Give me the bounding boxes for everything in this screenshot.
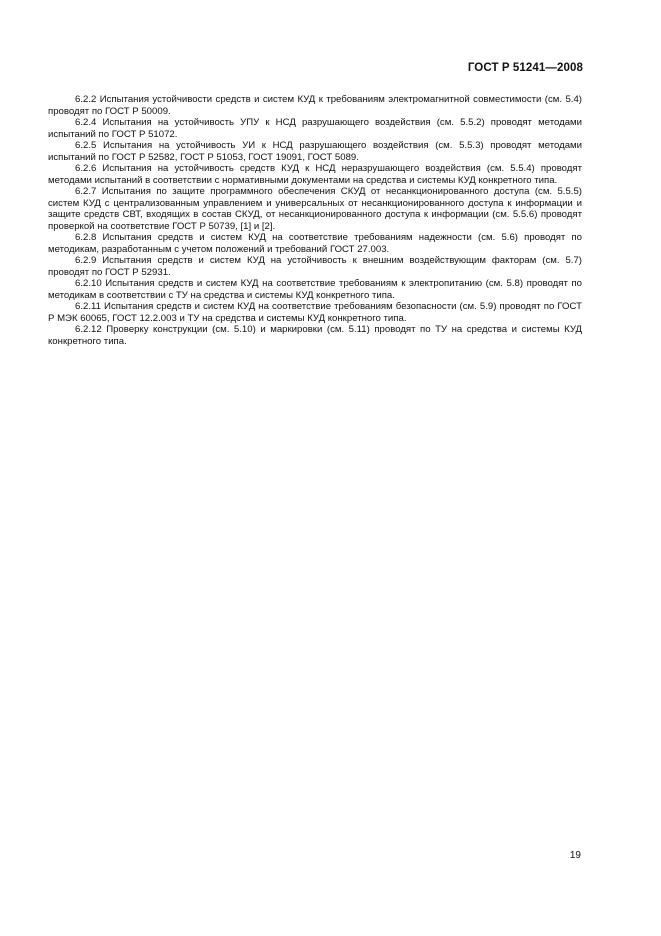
paragraph-6-2-6: 6.2.6 Испытания на устойчивость средств КУД к НСД неразрушающего воздействия (см. 5.5.4) проводят методами испытаний в соответствии с нормативными документами на средства и системы КУД конкретного типа.: [48, 163, 582, 186]
paragraph-6-2-7: 6.2.7 Испытания по защите программного обеспечения СКУД от несанкционированного доступа (см. 5.5.5) систем КУД с централизованным управлением и универсальных от несанкционированного доступа к информации и защите средств СВТ, входящих в состав СКУД, от несанкционированного доступа к информации (см. 5.5.6) проводят проверкой на соответствие ГОСТ Р 50739, [1] и [2].: [48, 186, 582, 232]
paragraph-6-2-4: 6.2.4 Испытания на устойчивость УПУ к НСД разрушающего воздействия (см. 5.5.2) проводят методами испытаний по ГОСТ Р 51072.: [48, 117, 582, 140]
paragraph-6-2-5: 6.2.5 Испытания на устойчивость УИ к НСД разрушающего воздействия (см. 5.5.3) проводят методами испытаний по ГОСТ Р 52582, ГОСТ Р 51053, ГОСТ 19091, ГОСТ 5089.: [48, 140, 582, 163]
paragraph-6-2-10: 6.2.10 Испытания средств и систем КУД на соответствие требованиям к электропитанию (см. 5.8) проводят по методикам в соответствии с ТУ на средства и системы КУД конкретного типа.: [48, 278, 582, 301]
paragraph-6-2-2: 6.2.2 Испытания устойчивости средств и систем КУД к требованиям электромагнитной совместимости (см. 5.4) проводят по ГОСТ Р 50009.: [48, 94, 582, 117]
paragraph-6-2-8: 6.2.8 Испытания средств и систем КУД на соответствие требованиям надежности (см. 5.6) проводят по методикам, разработанным с учетом положений и требований ГОСТ 27.003.: [48, 232, 582, 255]
paragraph-6-2-11: 6.2.11 Испытания средств и систем КУД на соответствие требованиям безопасности (см. 5.9) проводят по ГОСТ Р МЭК 60065, ГОСТ 12.2.003 и ТУ на средства и системы КУД конкретного типа.: [48, 301, 582, 324]
paragraph-6-2-12: 6.2.12 Проверку конструкции (см. 5.10) и маркировки (см. 5.11) проводят по ТУ на средства и системы КУД конкретного типа.: [48, 324, 582, 347]
page-number: 19: [569, 850, 581, 861]
paragraph-6-2-9: 6.2.9 Испытания средств и систем КУД на устойчивость к внешним воздействующим факторам (см. 5.7) проводят по ГОСТ Р 52931.: [48, 255, 582, 278]
document-body: [48, 94, 582, 347]
document-header: ГОСТ Р 51241—2008: [467, 62, 583, 74]
